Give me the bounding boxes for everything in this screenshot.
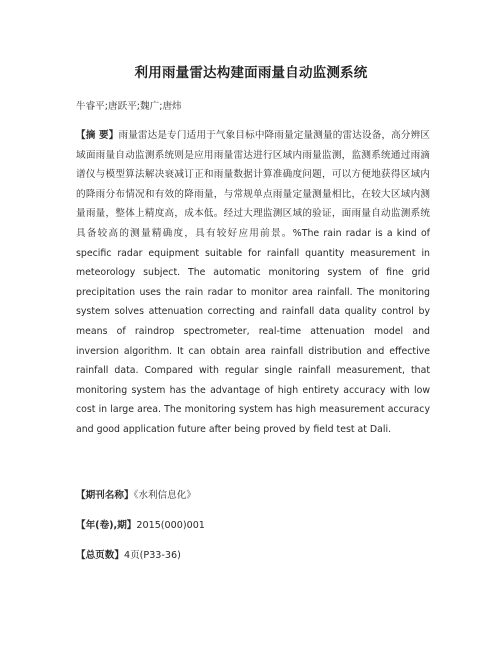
page-count-label: 【总页数】 bbox=[76, 550, 124, 561]
abstract-english-text: The rain radar is a kind of specific radar equipment suitable for rainfall quantity measurement in meteorology subject. The automatic monitoring system of fine grid precipitation uses the rain radar to monitor area rainfall. The monitoring system solves attenuation correcting and rainfall data quality control by means of raindrop spectrometer, real-time attenuation model and inversion algorithm. It can obtain area rainfall distribution and effective rainfall data. Compared with regular single rainfall measurement, that monitoring system has the advantage of high entirety accuracy with low cost in large area. The monitoring system has high measurement accuracy and good application future after being proved by field test at Dali. bbox=[76, 227, 430, 435]
issue-row bbox=[76, 517, 205, 531]
page-count-value: 4页(P33-36) bbox=[123, 550, 181, 561]
journal-name-value: 《水利信息化》 bbox=[133, 490, 196, 501]
issue-value: 2015(000)001 bbox=[136, 520, 205, 531]
authors-line: 牛睿平;唐跃平;魏广;唐炜 bbox=[76, 101, 182, 112]
paper-title: 利用雨量雷达构建面雨量自动监测系统 bbox=[134, 65, 368, 81]
page-count-row bbox=[76, 547, 181, 561]
journal-name-label: 【期刊名称】 bbox=[76, 490, 134, 501]
abstract-label: 【摘 要】 bbox=[76, 130, 119, 141]
abstract-block bbox=[76, 126, 430, 440]
abstract-chinese-text: 雨量雷达是专门适用于气象目标中降雨量定量测量的雷达设备，高分辨区域面雨量自动监测系统则是应用雨量雷达进行区域内雨量监测，监测系统通过雨滴谱仪与模型算法解决衰减订正和雨量数据计算准确度问题，可以方便地获得区域内的降雨分布情况和有效的降雨量，与常规单点雨量定量测量相比，在较大区域内测量雨量，整体上精度高，成本低。经过大理监测区域的验证，面雨量自动监测系统具备较高的测量精确度，具有较好应用前景。% bbox=[76, 130, 430, 239]
journal-name-row bbox=[76, 487, 196, 501]
issue-label: 【年(卷),期】 bbox=[76, 520, 137, 531]
